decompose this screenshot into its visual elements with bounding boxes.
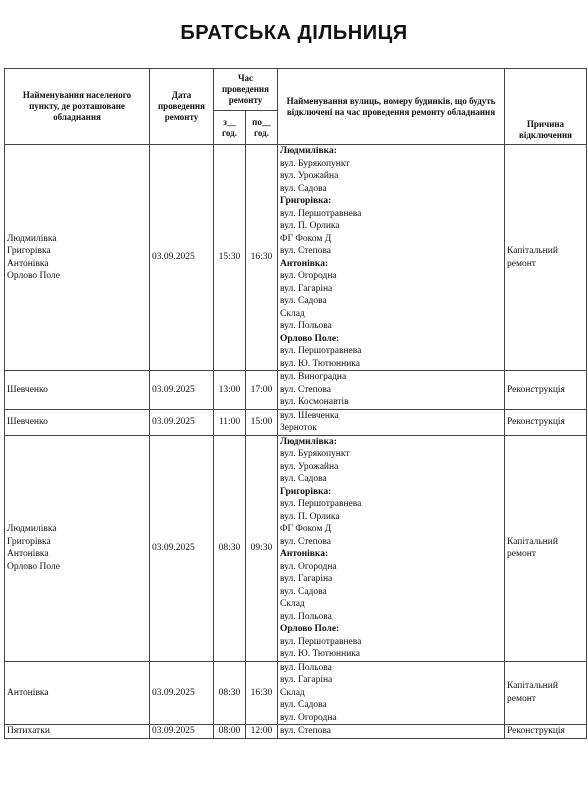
time-to-cell: 15:00 (246, 409, 278, 435)
street-item: вул. Огородна (280, 271, 337, 281)
header-time-from: з__ год. (214, 111, 246, 145)
time-to-cell: 16:30 (246, 145, 278, 371)
reason-cell (505, 409, 587, 435)
village-heading: Антонівка: (280, 549, 329, 559)
street-item: Склад (280, 308, 305, 319)
settlement-name: Пятихатки (7, 726, 50, 736)
settlement-cell (5, 435, 150, 661)
outage-schedule-table (4, 68, 587, 739)
village-heading: Григорівка: (280, 486, 332, 497)
street-item: вул. Гагаріна (280, 574, 333, 584)
streets-cell (278, 145, 505, 371)
header-settlement: Найменування населеного пункту, де розташоване обладнання (5, 69, 150, 145)
time-from-cell: 13:00 (214, 371, 246, 410)
settlement-name: Антонівка (7, 549, 49, 559)
street-item: вул. Степова (280, 384, 331, 395)
header-streets: Найменування вулиць, номеру будинків, що будуть відключені на час проведення ремонту обладнання (278, 69, 505, 145)
reason-text: Капітальний (507, 536, 558, 547)
reason-text: Реконструкція (507, 384, 565, 395)
settlement-name: Орлово Поле (7, 271, 60, 281)
street-item: вул. Урожайна (280, 171, 339, 181)
reason-text: ремонт (507, 549, 536, 559)
time-to-cell: 09:30 (246, 435, 278, 661)
settlement-name: Антонівка (7, 258, 49, 269)
street-item: вул. Польова (280, 611, 332, 622)
reason-text: Капітальний (507, 681, 558, 692)
street-item: Склад (280, 599, 305, 609)
street-item: Склад (280, 687, 305, 698)
street-item: вул. П. Орлика (280, 511, 340, 522)
reason-cell (505, 371, 587, 410)
header-time-to: по__ год. (246, 111, 278, 145)
street-item: вул. Садова (280, 474, 327, 484)
street-item: вул. Бурякопункт (280, 158, 350, 169)
street-item: вул. Ю. Тютюнника (280, 358, 360, 369)
street-item: вул. Степова (280, 536, 331, 547)
streets-cell (278, 435, 505, 661)
street-item: вул. Першотравнева (280, 208, 362, 219)
date-cell: 03.09.2025 (150, 371, 214, 410)
street-item: вул. П. Орлика (280, 221, 340, 231)
street-item: вул. Бурякопункт (280, 449, 350, 459)
street-item: вул. Шевченка (280, 410, 339, 421)
page-title: БРАТСЬКА ДІЛЬНИЦЯ (180, 22, 408, 44)
street-item: вул. Гагаріна (280, 283, 333, 294)
settlement-name: Шевченко (7, 384, 48, 395)
reason-text: Реконструкція (507, 726, 565, 736)
time-from-cell: 11:00 (214, 409, 246, 435)
street-item: вул. Першотравнева (280, 346, 362, 356)
table-row (5, 371, 587, 410)
street-item: вул. Огородна (280, 561, 337, 572)
settlement-name: Орлово Поле (7, 561, 60, 572)
settlement-name: Людмилівка (7, 524, 57, 534)
village-heading: Людмилівка: (280, 146, 337, 156)
time-to-cell: 17:00 (246, 371, 278, 410)
reason-cell (505, 435, 587, 661)
settlement-name: Шевченко (7, 416, 48, 427)
street-item: вул. Виноградна (280, 372, 347, 382)
settlement-cell (5, 371, 150, 410)
header-time: Час проведення ремонту (214, 69, 278, 111)
village-heading: Орлово Поле: (280, 624, 340, 634)
reason-text: ремонт (507, 258, 536, 269)
street-item: ФГ Фоком Д (280, 233, 332, 244)
village-heading: Орлово Поле: (280, 333, 340, 344)
street-item: вул. Першотравнева (280, 499, 362, 509)
street-item: вул. Польова (280, 662, 332, 673)
street-item: вул. Гагаріна (280, 675, 333, 685)
time-from-cell: 08:30 (214, 435, 246, 661)
date-cell: 03.09.2025 (150, 435, 214, 661)
street-item: вул. Урожайна (280, 461, 339, 472)
settlement-name: Григорівка (7, 536, 51, 547)
street-item: вул. Садова (280, 700, 327, 710)
date-cell: 03.09.2025 (150, 409, 214, 435)
table-row (5, 661, 587, 725)
reason-text: ремонт (507, 693, 536, 704)
street-item: вул. Садова (280, 586, 327, 597)
header-reason: Причина відключення (505, 69, 587, 145)
street-item: Зерноток (280, 423, 317, 433)
village-heading: Людмилівка: (280, 436, 337, 447)
settlement-cell (5, 661, 150, 725)
street-item: вул. Степова (280, 726, 331, 736)
header-date: Дата проведення ремонту (150, 69, 214, 145)
street-item: вул. Польова (280, 321, 332, 331)
street-item: вул. Космонавтів (280, 397, 349, 407)
streets-cell (278, 725, 505, 739)
settlement-name: Григорівка (7, 246, 51, 256)
table-row (5, 409, 587, 435)
reason-text: Капітальний (507, 246, 558, 256)
settlement-name: Антонівка (7, 687, 49, 698)
village-heading: Антонівка: (280, 258, 329, 269)
time-from-cell: 08:00 (214, 725, 246, 739)
reason-cell (505, 661, 587, 725)
village-heading: Григорівка: (280, 196, 332, 206)
time-to-cell: 16:30 (246, 661, 278, 725)
reason-cell (505, 145, 587, 371)
table-row (5, 145, 587, 371)
reason-text: Реконструкція (507, 416, 565, 427)
date-cell: 03.09.2025 (150, 725, 214, 739)
street-item: ФГ Фоком Д (280, 524, 332, 534)
table-row (5, 435, 587, 661)
date-cell: 03.09.2025 (150, 145, 214, 371)
table-row (5, 725, 587, 739)
time-from-cell: 15:30 (214, 145, 246, 371)
streets-cell (278, 409, 505, 435)
settlement-cell (5, 145, 150, 371)
street-item: вул. Садова (280, 183, 327, 194)
street-item: вул. Степова (280, 246, 331, 256)
settlement-name: Людмилівка (7, 233, 57, 244)
reason-cell (505, 725, 587, 739)
date-cell: 03.09.2025 (150, 661, 214, 725)
time-to-cell: 12:00 (246, 725, 278, 739)
time-from-cell: 08:30 (214, 661, 246, 725)
streets-cell (278, 371, 505, 410)
settlement-cell (5, 725, 150, 739)
settlement-cell (5, 409, 150, 435)
streets-cell (278, 661, 505, 725)
street-item: вул. Ю. Тютюнника (280, 649, 360, 659)
street-item: вул. Садова (280, 296, 327, 306)
street-item: вул. Першотравнева (280, 636, 362, 647)
street-item: вул. Огородна (280, 712, 337, 723)
